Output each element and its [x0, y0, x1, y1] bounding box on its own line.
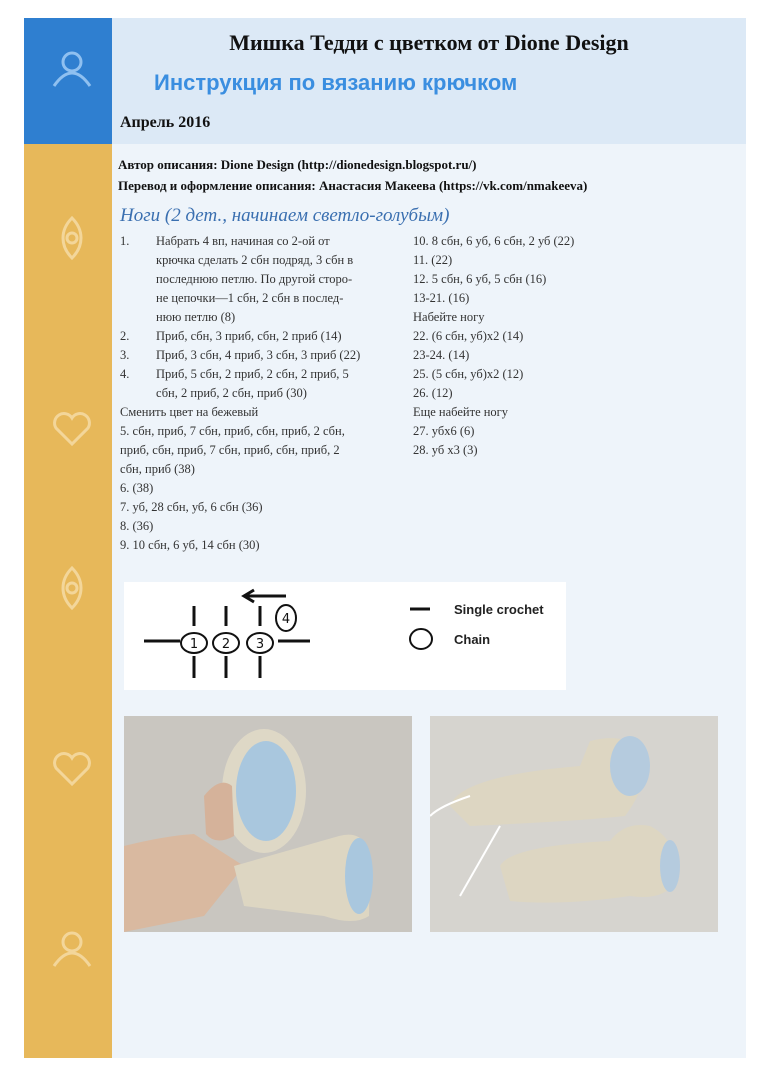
instruction-line: 6. (38) — [120, 481, 154, 495]
instruction-line: 26. (12) — [413, 386, 453, 400]
step-number: 3. — [120, 348, 130, 362]
instruction-line: 11. (22) — [413, 253, 453, 267]
ornament-icon — [44, 560, 100, 616]
ornament-icon — [44, 920, 100, 976]
step-line: не цепочки—1 сбн, 2 сбн в послед- — [156, 291, 344, 305]
instruction-line: 23-24. (14) — [413, 348, 470, 362]
diagram-label: 1 — [189, 637, 199, 652]
numbered-step — [120, 365, 400, 403]
photo-two-crocheted-legs — [430, 716, 718, 932]
step-number: 2. — [120, 329, 130, 343]
instruction-line: 8. (36) — [120, 519, 154, 533]
step-line: Набрать 4 вп, начиная со 2-ой от — [156, 234, 330, 248]
instruction-line: сбн, приб (38) — [120, 462, 195, 476]
stitch-diagram — [124, 582, 566, 690]
step-line: крючка сделать 2 сбн подряд, 3 сбн в — [156, 253, 354, 267]
instruction-line: 7. уб, 28 сбн, уб, 6 сбн (36) — [120, 500, 263, 514]
numbered-step — [120, 232, 400, 327]
instruction-line: Набейте ногу — [413, 310, 485, 324]
step-line: последнюю петлю. По другой сторо- — [156, 272, 353, 286]
instruction-line: 25. (5 сбн, уб)x2 (12) — [413, 367, 524, 381]
author-credit: Автор описания: Dione Design (http://dionedesign.blogspot.ru/) — [118, 157, 477, 172]
step-line: Приб, 5 сбн, 2 приб, 2 сбн, 2 приб, 5 — [156, 367, 349, 381]
instruction-line: 13-21. (16) — [413, 291, 470, 305]
credits — [118, 154, 587, 196]
instruction-line: 27. убx6 (6) — [413, 424, 475, 438]
step-line: Приб, сбн, 3 приб, сбн, 2 приб (14) — [156, 329, 342, 343]
heart-ornament-icon — [44, 400, 100, 456]
step-line: сбн, 2 приб, 2 сбн, приб (30) — [156, 386, 307, 400]
diagram-label: 4 — [281, 612, 291, 627]
instruction-line: 22. (6 сбн, уб)x2 (14) — [413, 329, 524, 343]
step-number: 1. — [120, 234, 130, 248]
photo-crocheted-leg-in-hand — [124, 716, 412, 932]
numbered-step — [120, 346, 400, 365]
instruction-line: 10. 8 сбн, 6 уб, 6 сбн, 2 уб (22) — [413, 234, 575, 248]
instruction-line: 9. 10 сбн, 6 уб, 14 сбн (30) — [120, 538, 260, 552]
diagram-label: 3 — [255, 637, 265, 652]
instructions-right-column — [413, 232, 713, 460]
instruction-line: Сменить цвет на бежевый — [120, 405, 259, 419]
diagram-label: 2 — [221, 637, 231, 652]
step-line: Приб, 3 сбн, 4 приб, 3 сбн, 3 приб (22) — [156, 348, 361, 362]
heart-ornament-icon — [44, 740, 100, 796]
instructions-left-column — [120, 232, 400, 555]
legend-single-crochet: Single crochet — [454, 602, 544, 617]
instruction-line: Еще набейте ногу — [413, 405, 509, 419]
document-subtitle: Инструкция по вязанию крючком — [154, 70, 518, 95]
instruction-line: 28. уб x3 (3) — [413, 443, 478, 457]
document-title: Мишка Тедди с цветком от Dione Design — [229, 30, 629, 55]
step-number: 4. — [120, 367, 130, 381]
legend-chain-symbol — [410, 629, 432, 649]
document-date: Апрель 2016 — [120, 114, 211, 131]
section-title: Ноги (2 дет., начинаем светло-голубым) — [120, 205, 450, 226]
instruction-line: 5. сбн, приб, 7 сбн, приб, сбн, приб, 2 сбн, — [120, 424, 345, 438]
instruction-line: приб, сбн, приб, 7 сбн, приб, сбн, приб, 2 — [120, 443, 340, 457]
step-line: нюю петлю (8) — [156, 310, 236, 324]
ornament-icon — [44, 40, 100, 96]
legend-chain: Chain — [454, 632, 491, 647]
numbered-step — [120, 327, 400, 346]
instruction-line: 12. 5 сбн, 6 уб, 5 сбн (16) — [413, 272, 547, 286]
ornament-icon — [44, 210, 100, 266]
translator-credit: Перевод и оформление описания: Анастасия Макеева (https://vk.com/nmakeeva) — [118, 178, 588, 193]
